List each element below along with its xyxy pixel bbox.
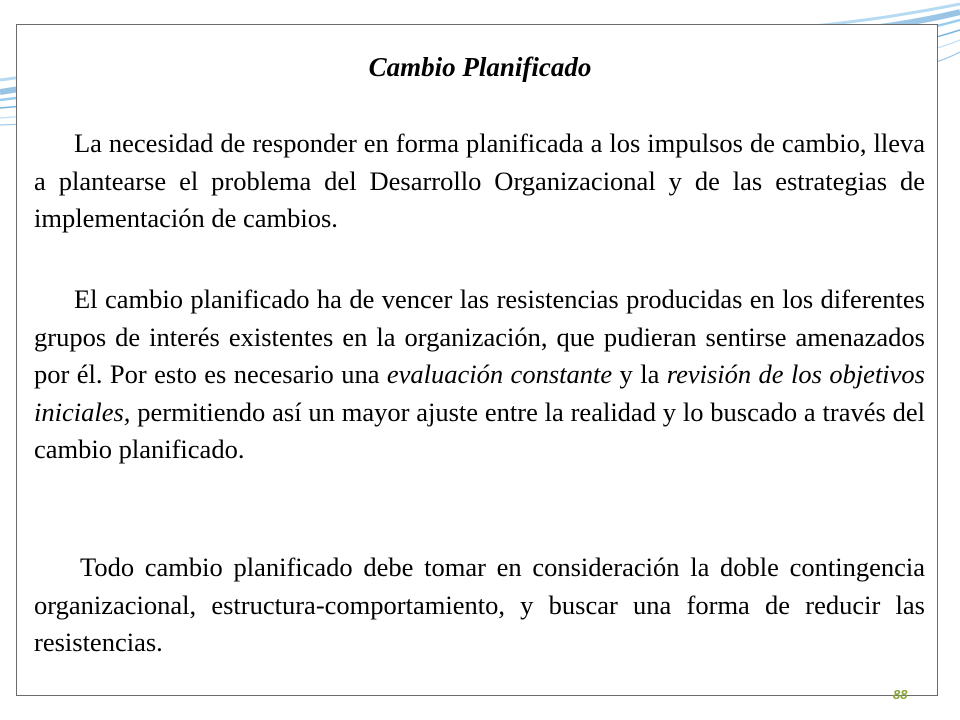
- paragraph-3: Todo cambio planificado debe tomar en consideración la doble contingencia organizacional, estructura-comportamiento, y buscar una forma de reducir las resistencias.: [34, 552, 925, 657]
- paragraph-2-text-c: permitiendo así un mayor ajuste entre la realidad y lo buscado a través del cambio planificado.: [34, 396, 925, 464]
- paragraph-2-italic-a: evaluación constante: [386, 359, 613, 389]
- paragraph-2-text-a: El cambio planificado ha de vencer las resistencias producidas en los diferentes grupos de interés existentes en la organización, que pudieran sentirse amenazados por él. Por esto es necesario una: [34, 284, 925, 389]
- paragraph-2-italic-b: revisión de los objetivos iniciales,: [34, 359, 925, 427]
- paragraph-1: La necesidad de responder en forma planificada a los impulsos de cambio, lleva a plantearse el problema del Desarrollo Organizacional y de las estrategias de implementación de cambios.: [34, 128, 925, 233]
- paragraph-2-text-b: y la: [612, 359, 667, 389]
- page-number: 88: [893, 687, 908, 702]
- paragraph-2: [34, 281, 925, 469]
- slide-title: Cambio Planificado: [368, 52, 592, 82]
